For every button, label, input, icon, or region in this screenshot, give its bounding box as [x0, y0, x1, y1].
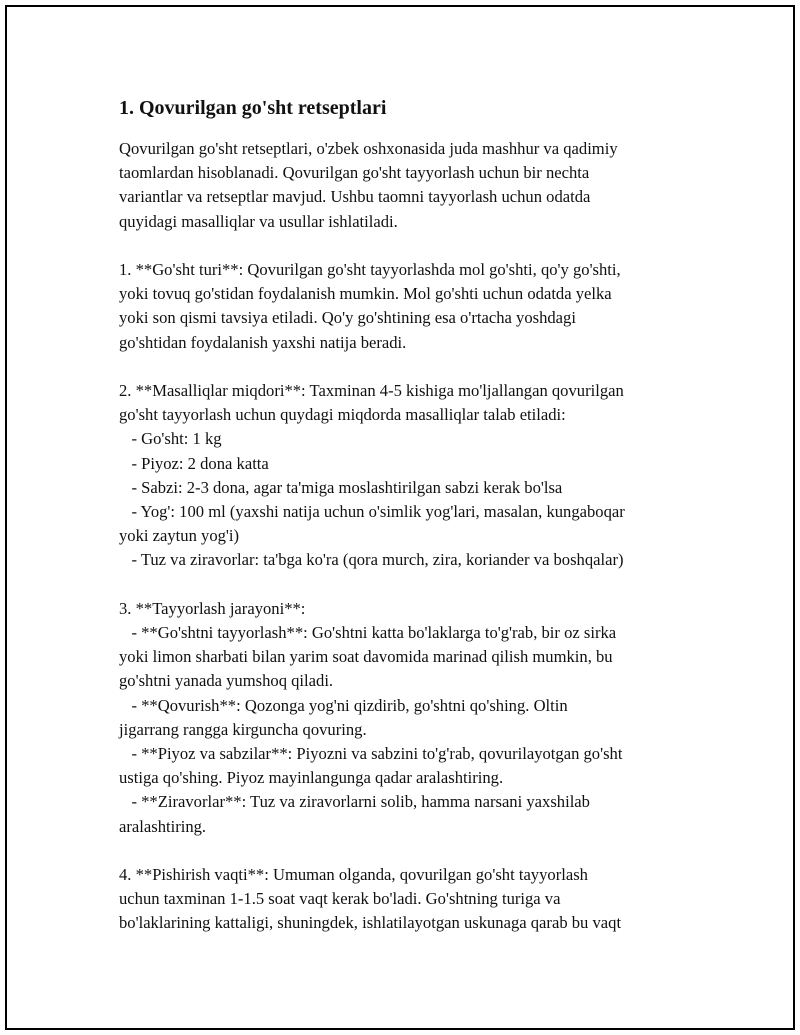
text-line: 4. **Pishirish vaqti**: Umuman olganda, qovurilgan go'sht tayyorlash — [119, 865, 588, 885]
text-line: ustiga qo'shing. Piyoz mayinlangunga qadar aralashtiring. — [119, 768, 504, 788]
blank-line — [119, 573, 699, 597]
blank-line — [119, 355, 699, 379]
document-title: 1. Qovurilgan go'sht retseptlari — [119, 97, 387, 119]
text-line: jigarrang rangga kirguncha qovuring. — [119, 719, 367, 739]
text-line: yoki son qismi tavsiya etiladi. Qo'y go'shtining esa o'rtacha yoshdagi — [119, 308, 576, 328]
document-body — [119, 95, 699, 936]
text-line: go'shtidan foydalanish yaxshi natija beradi. — [119, 332, 407, 352]
text-line: - Tuz va ziravorlar: ta'bga ko'ra (qora murch, zira, koriander va boshqalar) — [119, 550, 624, 570]
text-line: yoki limon sharbati bilan yarim soat davomida marinad qilish mumkin, bu — [119, 647, 613, 667]
text-line: Qovurilgan go'sht retseptlari, o'zbek oshxonasida juda mashhur va qadimiy — [119, 139, 618, 158]
text-line: bo'laklarining kattaligi, shuningdek, ishlatilayotgan uskunaga qarab bu vaqt — [119, 913, 622, 933]
text-line: - **Piyoz va sabzilar**: Piyozni va sabzini to'g'rab, qovurilayotgan go'sht — [119, 744, 623, 764]
text-line: yoki zaytun yog'i) — [119, 526, 240, 546]
document-page — [5, 5, 795, 1030]
document-text — [119, 137, 699, 936]
text-line: 2. **Masalliqlar miqdori**: Taxminan 4-5 kishiga mo'ljallangan qovurilgan — [119, 381, 624, 400]
text-line: - Go'sht: 1 kg — [119, 429, 222, 449]
text-line: - Piyoz: 2 dona katta — [119, 453, 269, 473]
text-line: 1. **Go'sht turi**: Qovurilgan go'sht tayyorlashda mol go'shti, qo'y go'shti, — [119, 260, 621, 279]
text-line: - Sabzi: 2-3 dona, agar ta'miga moslashtirilgan sabzi kerak bo'lsa — [119, 477, 563, 497]
blank-line — [119, 234, 699, 258]
text-line: 3. **Tayyorlash jarayoni**: — [119, 598, 306, 618]
text-line: taomlardan hisoblanadi. Qovurilgan go'sht tayyorlash uchun bir nechta — [119, 163, 590, 183]
text-line: aralashtiring. — [119, 816, 207, 836]
text-line: uchun taxminan 1-1.5 soat vaqt kerak bo'ladi. Go'shtning turiga va — [119, 889, 561, 909]
text-line: variantlar va retseptlar mavjud. Ushbu taomni tayyorlash uchun odatda — [119, 187, 591, 207]
text-line: - Yog': 100 ml (yaxshi natija uchun o'simlik yog'lari, masalan, kungaboqar — [119, 502, 625, 522]
text-line: yoki tovuq go'stidan foydalanish mumkin. Mol go'shti uchun odatda yelka — [119, 284, 612, 304]
blank-line — [119, 839, 699, 863]
text-line: - **Go'shtni tayyorlash**: Go'shtni katta bo'laklarga to'g'rab, bir oz sirka — [119, 623, 617, 643]
text-line: - **Ziravorlar**: Tuz va ziravorlarni solib, hamma narsani yaxshilab — [119, 792, 590, 812]
text-line: - **Qovurish**: Qozonga yog'ni qizdirib, go'shtni qo'shing. Oltin — [119, 695, 568, 715]
text-line: quyidagi masalliqlar va usullar ishlatiladi. — [119, 211, 398, 231]
text-line: go'sht tayyorlash uchun quydagi miqdorda masalliqlar talab etiladi: — [119, 405, 566, 425]
text-line: go'shtni yanada yumshoq qiladi. — [119, 671, 334, 691]
